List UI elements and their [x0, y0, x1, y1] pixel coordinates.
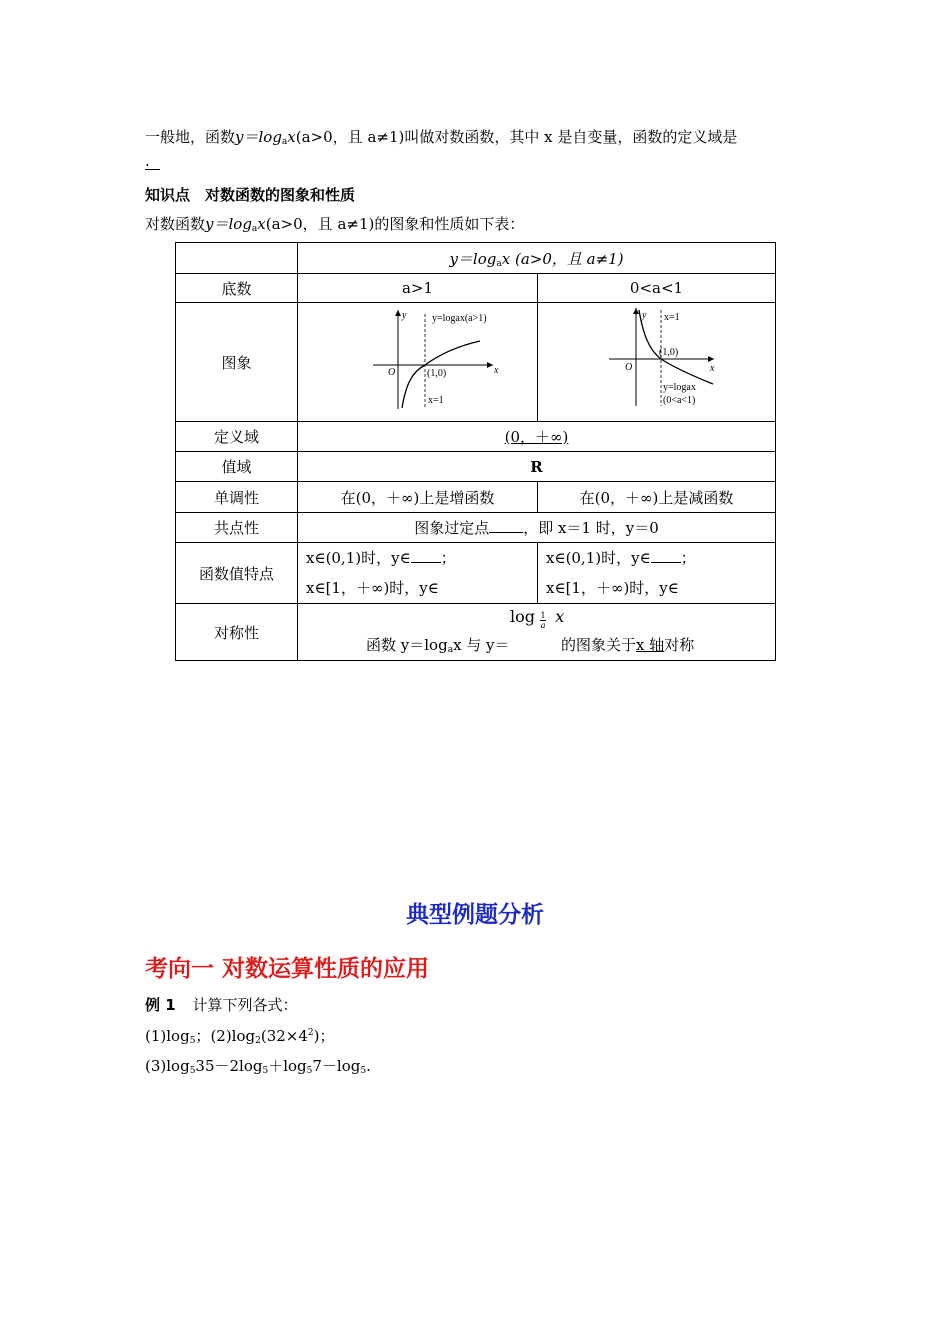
graph-gt-y-arrow	[395, 310, 401, 316]
symmetry-value: log $\frac{1}{a}$ x 函数 $y=\log_ax$ 与 y＝ 的图象关于x 轴对称	[298, 604, 776, 661]
graph-gt-func-label: y=logax(a>1)	[431, 313, 487, 324]
example-heading	[145, 994, 297, 1015]
graph-gt-x-label: x	[493, 365, 498, 376]
values-lt: x∈(0,1)时，y∈ ； x∈[1，＋∞)时，y∈	[538, 543, 776, 604]
graph-gt-point: (1,0)	[426, 368, 446, 379]
domain-value: (0，＋∞)	[298, 422, 776, 452]
mono-gt: 在(0，＋∞)上是增函数	[298, 482, 538, 513]
base-lt-one: 0<a<1	[538, 274, 776, 303]
intro-prefix: 一般地，函数	[145, 128, 236, 146]
base-gt-one: a>1	[298, 274, 538, 303]
example-item-3: $(3)\log_535-2\log_5+\log_57-\log_5$.	[145, 1057, 371, 1076]
subsection-title: 考向一 对数运算性质的应用	[145, 956, 430, 982]
graph-gt-x-arrow	[487, 362, 493, 368]
graph-lt-x-label: x	[709, 363, 714, 374]
row-label-symmetry: 对称性	[176, 604, 298, 661]
intro-trail: .	[145, 152, 160, 170]
graph-lt-func-cond: (0<a<1)	[662, 395, 695, 406]
graph-gt-line-label: x=1	[427, 395, 444, 406]
graph-lt-point: (1,0)	[658, 347, 678, 358]
symmetry-log-expression: log $\frac{1}{a}$ x	[510, 606, 565, 630]
values-lt-blank-1	[651, 550, 681, 563]
knowledge-text: 对数函数$y=\log_ax(a>0$，且 a≠1)的图象和性质如下表：	[145, 215, 525, 234]
graph-lt-y-label: y	[641, 310, 646, 321]
row-label-values: 函数值特点	[176, 543, 298, 604]
graph-increasing	[328, 304, 508, 416]
range-value: R	[298, 452, 776, 482]
common-point-blank	[489, 520, 523, 533]
common-point-value: 图象过定点 ，即 x＝1 时，y＝0	[298, 513, 776, 543]
values-gt-blank-1	[411, 550, 441, 563]
table-corner	[176, 243, 298, 274]
row-label-monotonicity: 单调性	[176, 482, 298, 513]
log-properties-table	[175, 242, 776, 661]
graph-lt-x-arrow	[708, 356, 714, 362]
graph-decreasing	[567, 304, 747, 416]
graph-lt-y-arrow	[633, 308, 639, 314]
knowledge-heading: 知识点 对数函数的图象和性质	[145, 186, 356, 204]
row-label-graph: 图象	[176, 303, 298, 422]
row-label-base: 底数	[176, 274, 298, 303]
values-gt: x∈(0,1)时，y∈ ； x∈[1，＋∞)时，y∈	[298, 543, 538, 604]
intro-line	[145, 126, 737, 147]
graph-lt-line-label: x=1	[663, 312, 680, 323]
graph-gt-origin: O	[387, 367, 395, 378]
example-items-1-2: $(1)\log_5$；$(2)\log_2(32\times 4^2)$；	[145, 1027, 335, 1046]
intro-cond: (a>0，且 a≠1)叫做对数函数，其中 x 是自变量，函数的定义域是	[295, 128, 738, 146]
section-title: 典型例题分析	[406, 902, 544, 928]
mono-lt: 在(0，＋∞)上是减函数	[538, 482, 776, 513]
graph-cell-lt	[538, 303, 776, 422]
example-label: 例 1	[145, 996, 176, 1014]
graph-gt-y-label: y	[401, 310, 406, 321]
row-label-domain: 定义域	[176, 422, 298, 452]
table-header: $y=\log_ax$ (a>0，且 a≠1)	[298, 243, 776, 274]
intro-arg: x	[287, 128, 296, 146]
graph-lt-func-label: y=logax	[662, 382, 696, 393]
row-label-common-point: 共点性	[176, 513, 298, 543]
graph-lt-origin: O	[624, 362, 632, 373]
example-text: 计算下列各式：	[192, 996, 298, 1014]
graph-cell-gt	[298, 303, 538, 422]
symmetry-axis: x 轴	[636, 635, 665, 654]
row-label-range: 值域	[176, 452, 298, 482]
intro-func: y＝log	[235, 128, 282, 146]
intro-base: a	[281, 137, 288, 147]
